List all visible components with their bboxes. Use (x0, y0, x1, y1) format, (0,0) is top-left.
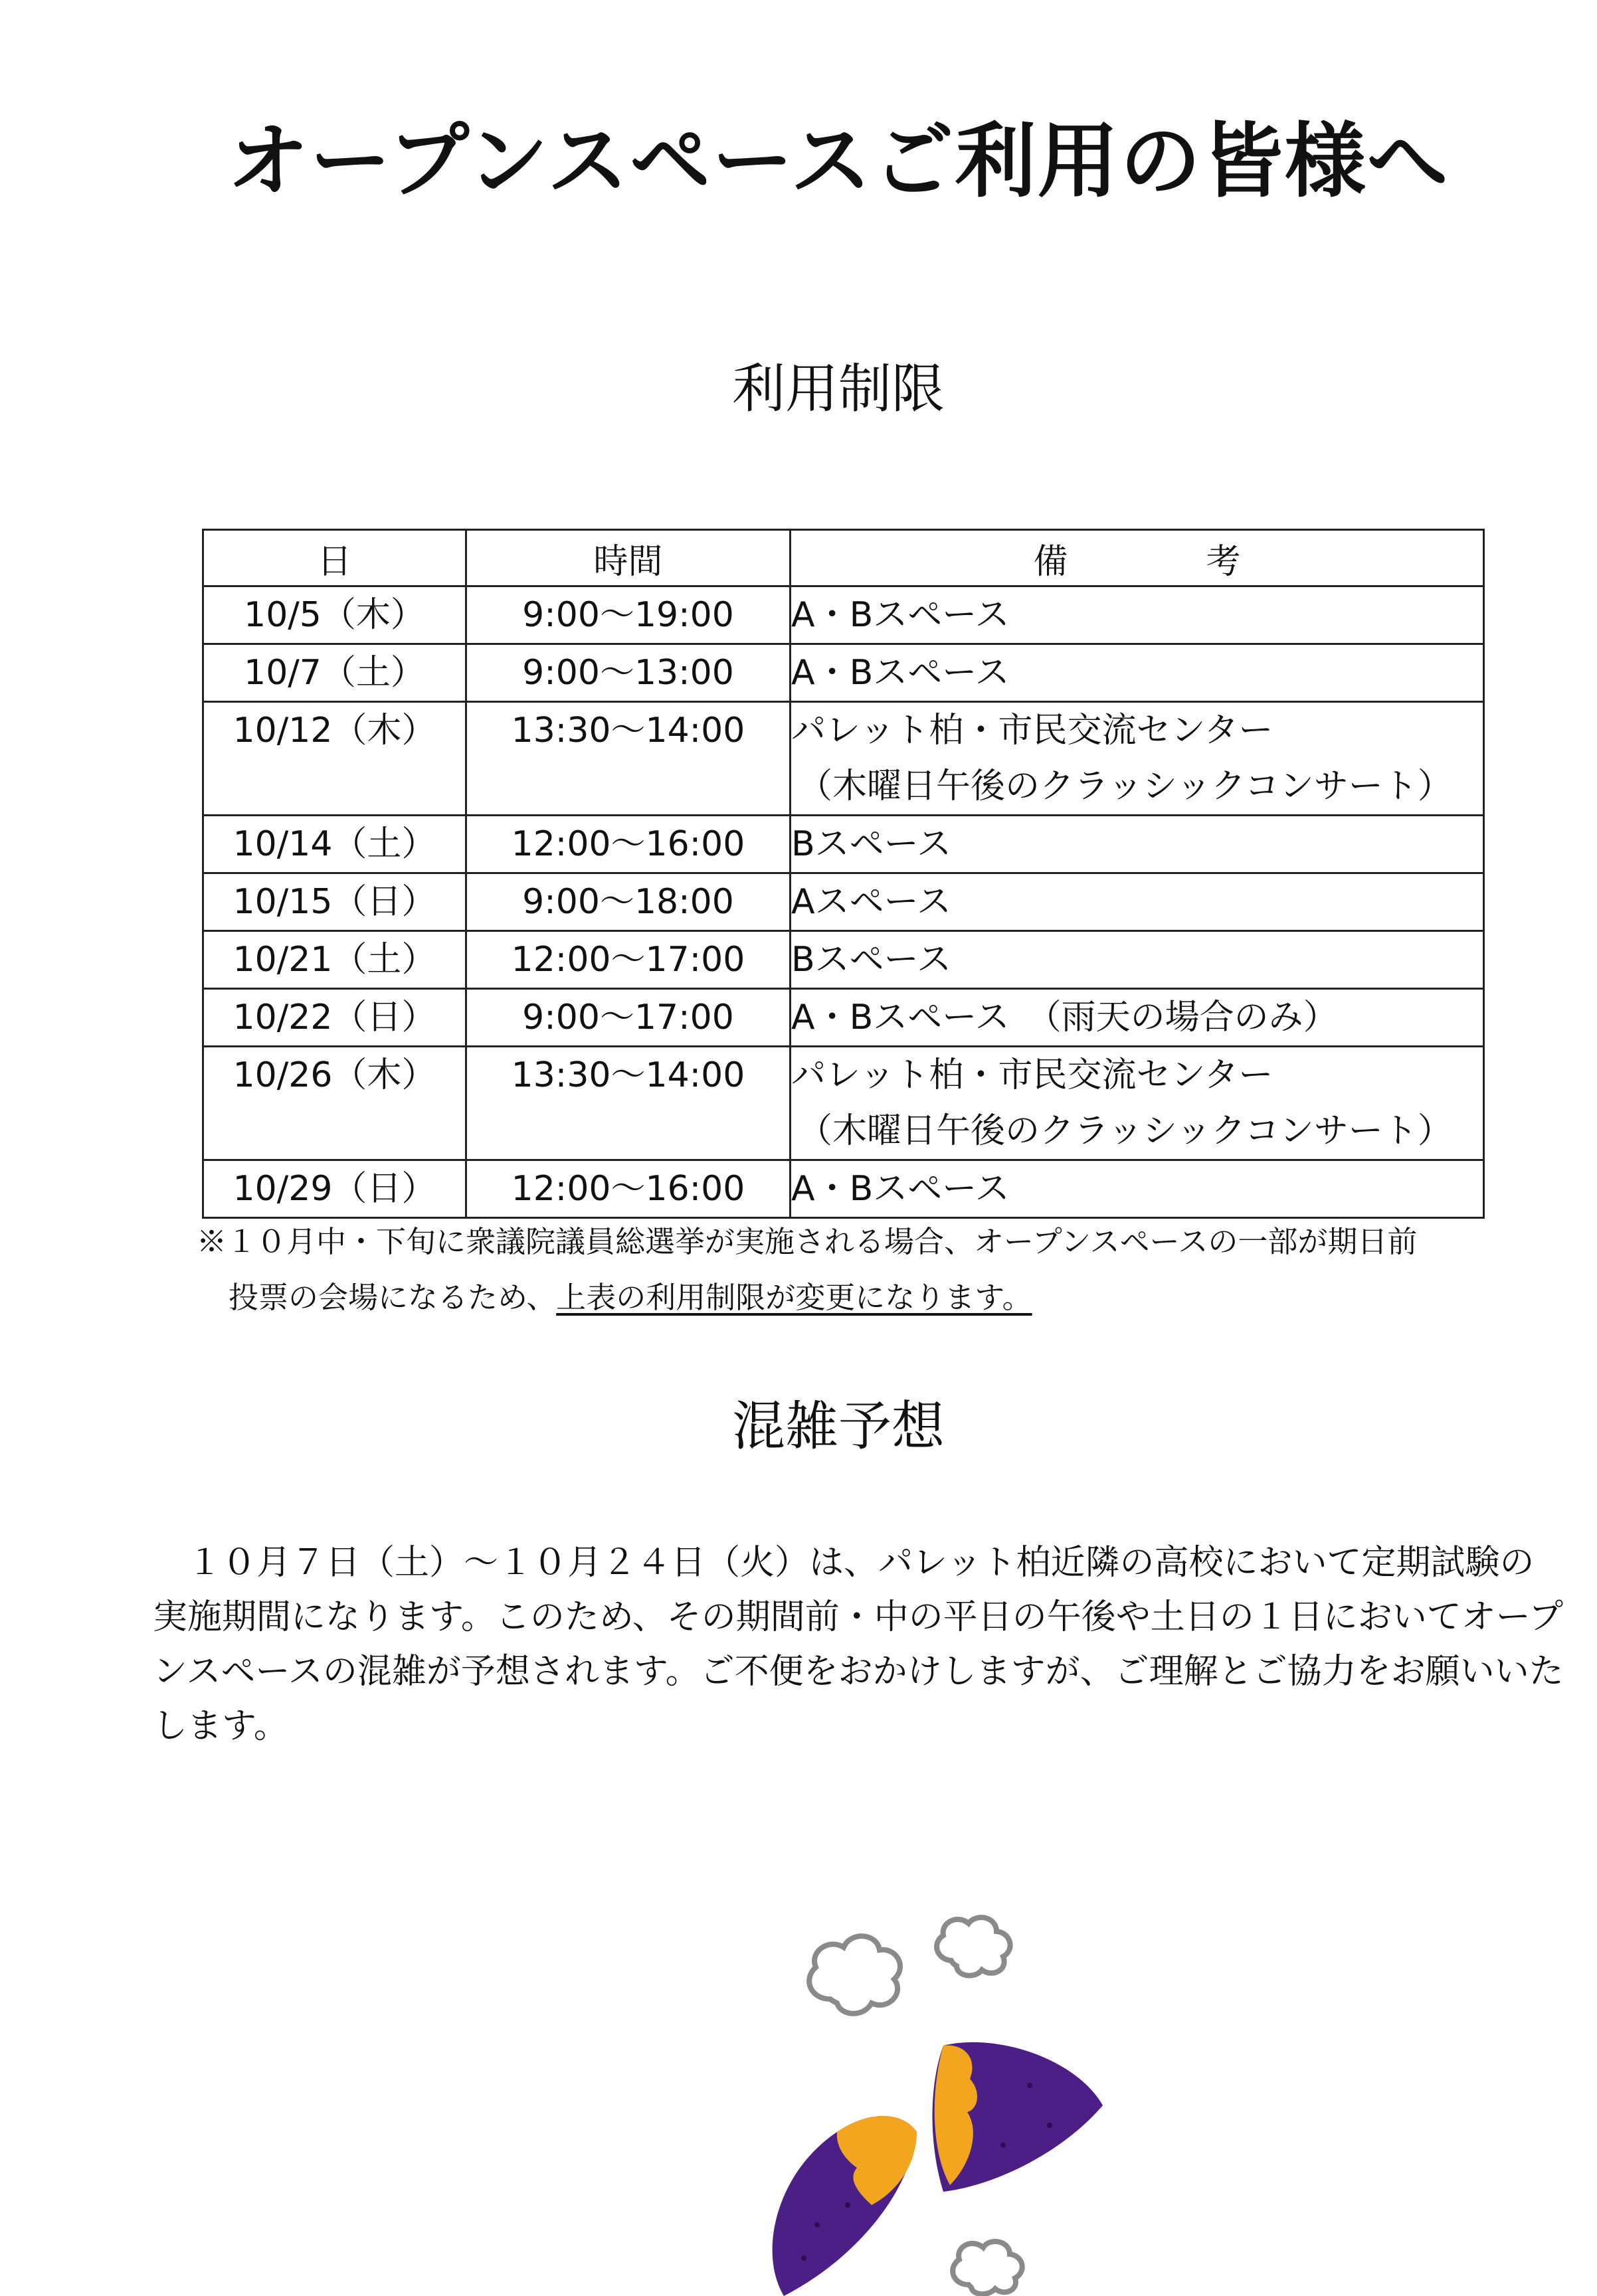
time-cell: 12:00〜16:00 (466, 1160, 791, 1218)
note-cell: A・Bスペース (791, 644, 1484, 702)
column-header-time: 時間 (466, 530, 791, 586)
congestion-heading: 混雑予想 (732, 1395, 945, 1457)
table-row (203, 989, 1484, 1047)
footnote-text: 投票の会場になるため、 (229, 1280, 557, 1315)
time-cell: 13:30〜14:00 (466, 1047, 791, 1160)
date-cell: 10/21（土） (203, 931, 466, 989)
congestion-paragraph: １０月７日（土）〜１０月２４日（火）は、パレット柏近隣の高校において定期試験の実施期間になります。このため、その期間前・中の平日の午後や土日の１日においてオープンスペースの混雑が予想されます。ご不便をおかけしますが、ご理解とご協力をお願いいたします。 (153, 1543, 1564, 1746)
table-header-row (203, 530, 1484, 586)
note-cell: Bスペース (791, 931, 1484, 989)
steam-puff-right-icon (937, 1917, 1010, 1976)
date-cell: 10/12（木） (203, 702, 466, 816)
date-cell: 10/5（木） (203, 586, 466, 644)
date-cell: 10/22（日） (203, 989, 466, 1047)
note-line-1: パレット柏・市民交流センター (791, 711, 1273, 751)
time-cell: 9:00〜13:00 (466, 644, 791, 702)
time-cell: 12:00〜17:00 (466, 931, 791, 989)
time-cell: 9:00〜19:00 (466, 586, 791, 644)
note-cell: A・Bスペース (791, 586, 1484, 644)
table-row (203, 702, 1484, 816)
footnote-line-1: ※１０月中・下旬に衆議院議員総選挙が実施される場合、オープンスペースの一部が期日前 (197, 1224, 1418, 1259)
steam-puff-bottom-icon (953, 2242, 1022, 2294)
date-cell: 10/15（日） (203, 873, 466, 931)
note-cell: A・Bスペース (791, 1160, 1484, 1218)
election-footnote (197, 1214, 1485, 1326)
note-line-2: （木曜日午後のクラッシックコンサート） (798, 766, 1452, 806)
footnote-underlined-text: 上表の利用制限が変更になります。 (556, 1280, 1032, 1315)
roasted-sweet-potato-illustration (717, 1913, 1129, 2296)
column-header-note: 備 考 (791, 530, 1484, 586)
table-row (203, 816, 1484, 873)
table-row (203, 1160, 1484, 1218)
time-cell: 13:30〜14:00 (466, 702, 791, 816)
table-row (203, 644, 1484, 702)
note-cell: Bスペース (791, 816, 1484, 873)
left-potato-half-icon (773, 2116, 917, 2296)
time-cell: 9:00〜18:00 (466, 873, 791, 931)
right-potato-half-icon (933, 2042, 1103, 2192)
steam-puff-left-icon (809, 1936, 900, 2014)
note-cell (791, 702, 1484, 816)
date-cell: 10/7（土） (203, 644, 466, 702)
restriction-heading: 利用制限 (732, 358, 945, 420)
column-header-date: 日 (203, 530, 466, 586)
table-row (203, 586, 1484, 644)
page-title: オープンスペースご利用の皆様へ (227, 114, 1450, 209)
date-cell: 10/14（土） (203, 816, 466, 873)
note-cell (791, 1047, 1484, 1160)
time-cell: 12:00〜16:00 (466, 816, 791, 873)
date-cell: 10/29（日） (203, 1160, 466, 1218)
note-line-1: パレット柏・市民交流センター (791, 1055, 1273, 1095)
table-row (203, 931, 1484, 989)
note-cell: Aスペース (791, 873, 1484, 931)
table-row (203, 1047, 1484, 1160)
schedule-table (202, 529, 1485, 1219)
date-cell: 10/26（木） (203, 1047, 466, 1160)
footnote-line-2 (197, 1270, 1485, 1326)
note-line-2: （木曜日午後のクラッシックコンサート） (798, 1111, 1452, 1151)
table-row (203, 873, 1484, 931)
time-cell: 9:00〜17:00 (466, 989, 791, 1047)
note-cell: A・Bスペース （雨天の場合のみ） (791, 989, 1484, 1047)
